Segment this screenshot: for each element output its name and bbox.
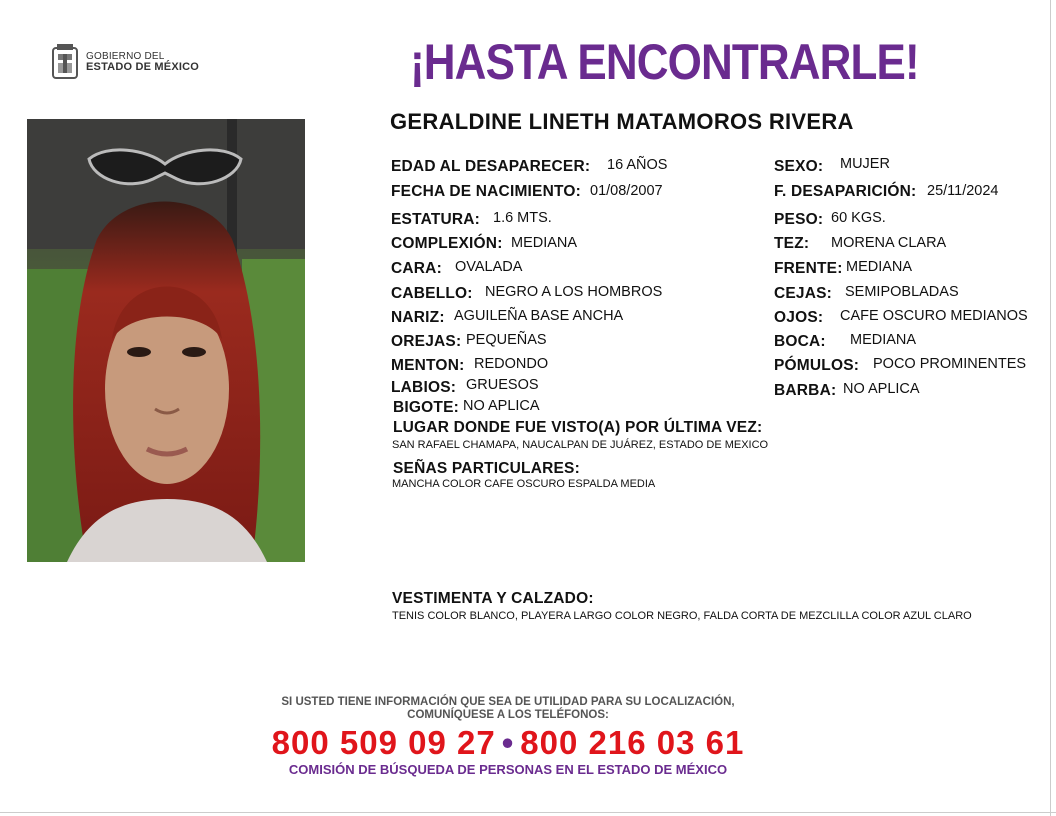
boca-label: BOCA: xyxy=(774,333,826,350)
orejas-label: OREJAS: xyxy=(391,333,462,350)
complexion-label: COMPLEXIÓN: xyxy=(391,235,503,252)
phone-numbers xyxy=(0,724,1056,762)
orejas-value: PEQUEÑAS xyxy=(466,332,547,348)
person-name: GERALDINE LINETH MATAMOROS RIVERA xyxy=(390,109,854,134)
vestimenta-label: VESTIMENTA Y CALZADO: xyxy=(392,590,594,607)
nacimiento-value: 01/08/2007 xyxy=(590,183,663,199)
labios-value: GRUESOS xyxy=(466,377,539,393)
bigote-value: NO APLICA xyxy=(463,398,540,414)
contact-info xyxy=(0,696,1056,722)
tez-label: TEZ: xyxy=(774,235,810,252)
barba-value: NO APLICA xyxy=(843,381,920,397)
pomulos-label: PÓMULOS: xyxy=(774,357,860,374)
senas-label: SEÑAS PARTICULARES: xyxy=(393,460,580,477)
ojos-value: CAFE OSCURO MEDIANOS xyxy=(840,308,1028,324)
government-logo xyxy=(50,42,199,82)
ojos-label: OJOS: xyxy=(774,309,824,326)
cara-value: OVALADA xyxy=(455,259,523,275)
edad-label: EDAD AL DESAPARECER: xyxy=(391,158,591,175)
cabello-label: CABELLO: xyxy=(391,285,473,302)
tez-value: MORENA CLARA xyxy=(831,235,947,251)
vestimenta-value: TENIS COLOR BLANCO, PLAYERA LARGO COLOR NEGRO, FALDA CORTA DE MEZCLILLA COLOR AZUL CLARO xyxy=(392,610,972,622)
logo-line2: ESTADO DE MÉXICO xyxy=(86,61,200,73)
frente-value: MEDIANA xyxy=(846,259,913,275)
page-border-right xyxy=(1050,0,1051,816)
phone-separator: • xyxy=(501,724,515,761)
sexo-label: SEXO: xyxy=(774,158,824,175)
person-photo xyxy=(27,119,305,562)
estatura-value: 1.6 MTS. xyxy=(493,210,552,226)
bigote-label: BIGOTE: xyxy=(393,399,459,416)
barba-label: BARBA: xyxy=(774,382,837,399)
logo-line1: GOBIERNO DEL xyxy=(86,51,165,62)
lugar-label: LUGAR DONDE FUE VISTO(A) POR ÚLTIMA VEZ: xyxy=(393,419,763,436)
estatura-label: ESTATURA: xyxy=(391,211,481,228)
commission-name: COMISIÓN DE BÚSQUEDA DE PERSONAS EN EL ESTADO DE MÉXICO xyxy=(288,762,728,777)
contact-info-line1: SI USTED TIENE INFORMACIÓN QUE SEA DE UTILIDAD PARA SU LOCALIZACIÓN, xyxy=(281,696,735,708)
menton-label: MENTON: xyxy=(391,357,465,374)
frente-label: FRENTE: xyxy=(774,260,843,277)
cejas-value: SEMIPOBLADAS xyxy=(845,284,959,300)
complexion-value: MEDIANA xyxy=(511,235,578,251)
senas-value: MANCHA COLOR CAFE OSCURO ESPALDA MEDIA xyxy=(392,478,656,490)
nariz-value: AGUILEÑA BASE ANCHA xyxy=(454,308,624,324)
peso-value: 60 KGS. xyxy=(831,210,886,226)
menton-value: REDONDO xyxy=(474,356,549,372)
lugar-value: SAN RAFAEL CHAMAPA, NAUCALPAN DE JUÁREZ, ESTADO DE MEXICO xyxy=(392,439,769,451)
cejas-label: CEJAS: xyxy=(774,285,833,302)
cara-label: CARA: xyxy=(391,260,442,277)
desaparicion-value: 25/11/2024 xyxy=(927,183,999,199)
nariz-label: NARIZ: xyxy=(391,309,445,326)
sexo-value: MUJER xyxy=(840,156,890,172)
headline: ¡HASTA ENCONTRARLE! xyxy=(410,34,919,90)
cabello-value: NEGRO A LOS HOMBROS xyxy=(485,284,663,300)
desaparicion-label: F. DESAPARICIÓN: xyxy=(774,183,917,200)
contact-info-line2: COMUNÍQUESE A LOS TELÉFONOS: xyxy=(407,709,609,721)
boca-value: MEDIANA xyxy=(850,332,917,348)
phone-2[interactable]: 800 216 03 61 xyxy=(520,724,745,761)
page-border-bottom xyxy=(0,812,1056,813)
edad-value: 16 AÑOS xyxy=(607,157,668,173)
peso-label: PESO: xyxy=(774,211,824,228)
state-seal-icon xyxy=(50,42,80,82)
nacimiento-label: FECHA DE NACIMIENTO: xyxy=(391,183,581,200)
pomulos-value: POCO PROMINENTES xyxy=(873,356,1027,372)
phone-1[interactable]: 800 509 09 27 xyxy=(271,724,496,761)
labios-label: LABIOS: xyxy=(391,379,457,396)
